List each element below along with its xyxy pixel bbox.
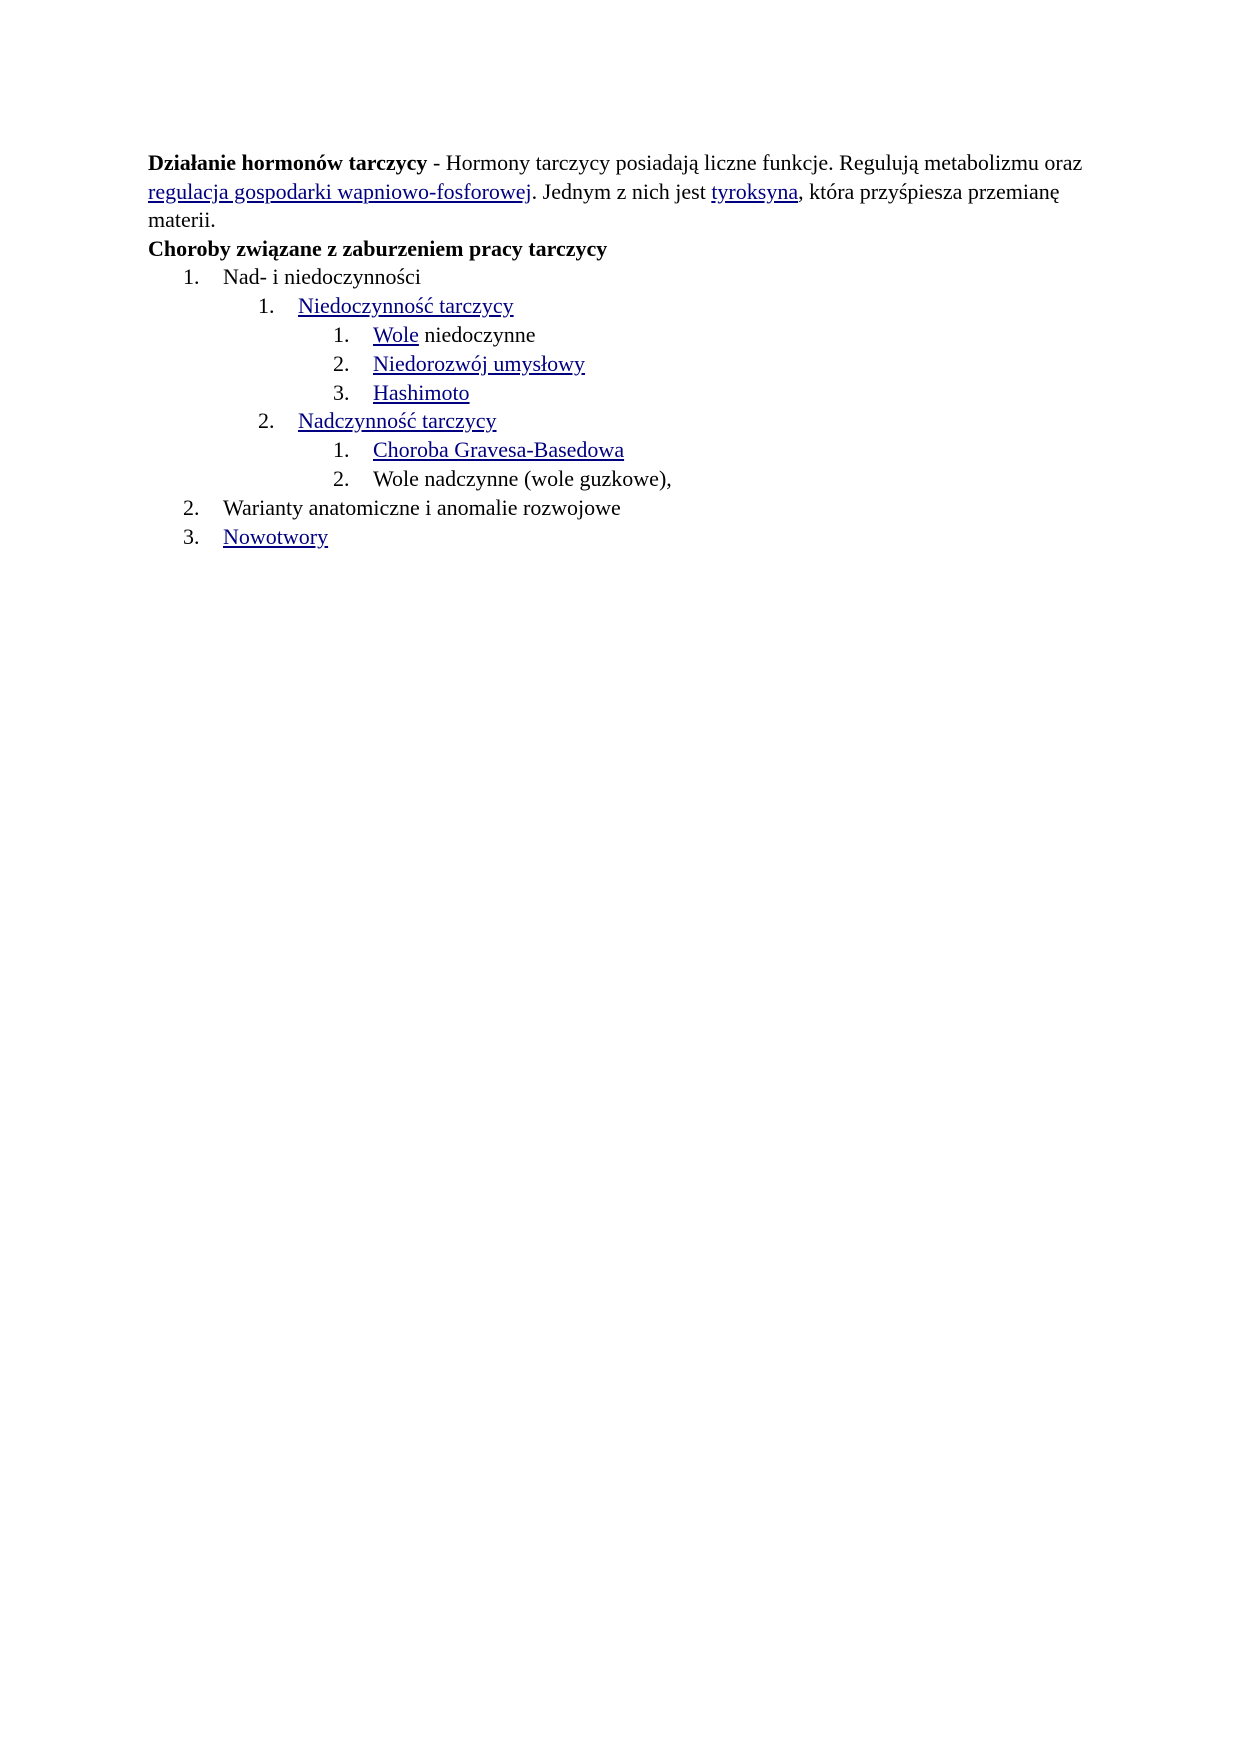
intro-paragraph [148,149,1088,235]
list-item-number: 3. [333,379,350,405]
list-item [148,350,1088,379]
list-item [148,263,1088,292]
list-item [148,494,1088,523]
list-item-number: 1. [183,264,200,290]
list-item [148,292,1088,321]
list-item-link[interactable]: Nadczynność tarczycy [298,408,497,434]
list-item-link[interactable]: Wole [373,321,419,347]
list-item [148,379,1088,408]
list-item-text [373,379,470,408]
list-item-text [223,523,328,552]
list-item-text [373,436,624,465]
list-item [148,321,1088,350]
link-regulacja-gospodarki[interactable]: regulacja gospodarki wapniowo-fosforowej [148,178,532,204]
list-item [148,436,1088,465]
intro-text-1: - Hormony tarczycy posiadają liczne funkcje. Regulują metabolizmu oraz [427,150,1083,175]
list-item [148,523,1088,552]
list-item-text [373,321,536,350]
list-item-text [373,350,585,379]
list-item-number: 2. [333,465,350,491]
list-item-label: Wole nadczynne (wole guzkowe), [373,465,672,491]
list-item-number: 2. [333,350,350,376]
list-item-text [373,465,672,494]
list-item-text [298,292,514,321]
list-item-number: 2. [183,494,200,520]
intro-text-2: . Jednym z nich jest [531,178,712,204]
list-item-number: 1. [258,293,275,319]
list-item [148,465,1088,494]
list-item-link[interactable]: Niedoczynność tarczycy [298,293,514,319]
list-item-link[interactable]: Choroba Gravesa-Basedowa [373,437,625,463]
list-item-number: 3. [183,523,200,549]
link-tyroksyna[interactable]: tyroksyna [711,178,799,204]
section-heading: Choroby związane z zaburzeniem pracy tarczycy [148,235,608,261]
list-item-link[interactable]: Niedorozwój umysłowy [373,350,586,376]
diseases-list [148,263,1088,551]
list-item-text [223,494,621,523]
document-body [148,149,1088,551]
list-item-number: 1. [333,437,350,463]
list-item-label: Nad- i niedoczynności [223,264,421,290]
list-item [148,407,1088,436]
list-item-link[interactable]: Nowotwory [223,523,329,549]
list-item-text [298,407,497,436]
list-item-label: Warianty anatomiczne i anomalie rozwojowe [223,494,621,520]
intro-title: Działanie hormonów tarczycy [148,150,428,175]
list-item-number: 2. [258,408,275,434]
intro-text-3: , która przyśpiesza przemianę materii. [148,178,1060,233]
list-item-number: 1. [333,321,350,347]
list-item-link[interactable]: Hashimoto [373,379,470,405]
list-item-label: niedoczynne [418,321,536,347]
list-item-text [223,263,421,292]
